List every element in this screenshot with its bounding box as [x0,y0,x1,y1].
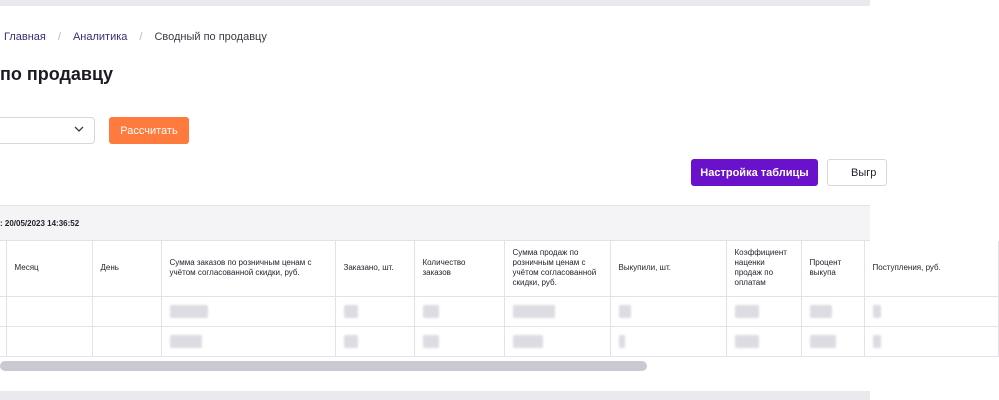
table-cell [161,296,335,326]
period-select[interactable] [0,117,95,144]
table-cell [414,326,504,356]
blurred-value [170,305,208,318]
breadcrumb-analytics[interactable]: Аналитика [72,31,128,43]
table-cell [504,326,610,356]
table-cell [335,326,414,356]
column-header-bought-qty[interactable]: Выкупили, шт. [610,241,726,296]
column-header-order-sum[interactable]: Сумма заказов по розничным ценам с учётом согласованной скидки, руб. [161,241,335,296]
table-cell [864,296,998,326]
bottom-strip [0,391,870,400]
blurred-value [513,335,543,348]
horizontal-scrollbar[interactable] [0,361,870,371]
chevron-down-icon [73,123,85,135]
table-row [0,296,998,326]
scrollbar-thumb[interactable] [0,361,647,371]
blurred-value [423,335,439,348]
column-header-orders-count[interactable]: Количество заказов [414,241,504,296]
breadcrumb [4,31,267,43]
blurred-value [619,335,625,348]
column-header-buyout-percent[interactable]: Процент выкупа [801,241,864,296]
table-row [0,326,998,356]
breadcrumb-home[interactable]: Главная [4,31,46,43]
blurred-value [513,305,555,318]
blurred-value [735,305,759,318]
column-header-receipts[interactable]: Поступления, руб. [864,241,998,296]
table-cell [6,296,92,326]
blurred-value [735,335,759,348]
column-header-day[interactable]: День [92,241,161,296]
table-cell [801,296,864,326]
breadcrumb-current: Сводный по продавцу [154,31,267,43]
blurred-value [810,335,836,348]
blurred-value [619,305,631,318]
table-cell [801,326,864,356]
table-cell [864,326,998,356]
table-cell [504,296,610,326]
blurred-value [873,305,881,318]
calculate-button[interactable]: Рассчитать [109,117,189,144]
column-header-sales-sum[interactable]: Сумма продаж по розничным ценам с учётом согласованной скидки, руб. [504,241,610,296]
report-table [0,241,999,357]
column-header-month[interactable]: Месяц [6,241,92,296]
breadcrumb-separator: / [57,31,61,43]
table-settings-button[interactable]: Настройка таблицы [691,159,818,186]
table-header-row [0,241,998,296]
blurred-value [810,305,832,318]
update-timestamp: : 20/05/2023 14:36:52 [0,206,870,241]
table-cell [92,296,161,326]
page-title: по продавцу [0,64,114,84]
table-cell [6,326,92,356]
report-table-container [0,205,941,357]
blurred-value [344,335,358,348]
table-cell [726,296,801,326]
table-cell [414,296,504,326]
table-cell [335,296,414,326]
blurred-value [423,305,439,318]
top-strip [0,0,870,6]
table-cell [726,326,801,356]
breadcrumb-separator: / [139,31,143,43]
table-cell [610,296,726,326]
table-cell [610,326,726,356]
table-cell [92,326,161,356]
column-header-markup-coef[interactable]: Коэффициент наценки продаж по оплатам [726,241,801,296]
export-button[interactable]: Выгр [827,159,887,186]
column-header-ordered-qty[interactable]: Заказано, шт. [335,241,414,296]
table-cell [161,326,335,356]
blurred-value [344,305,358,318]
blurred-value [170,335,202,348]
blurred-value [873,335,881,348]
